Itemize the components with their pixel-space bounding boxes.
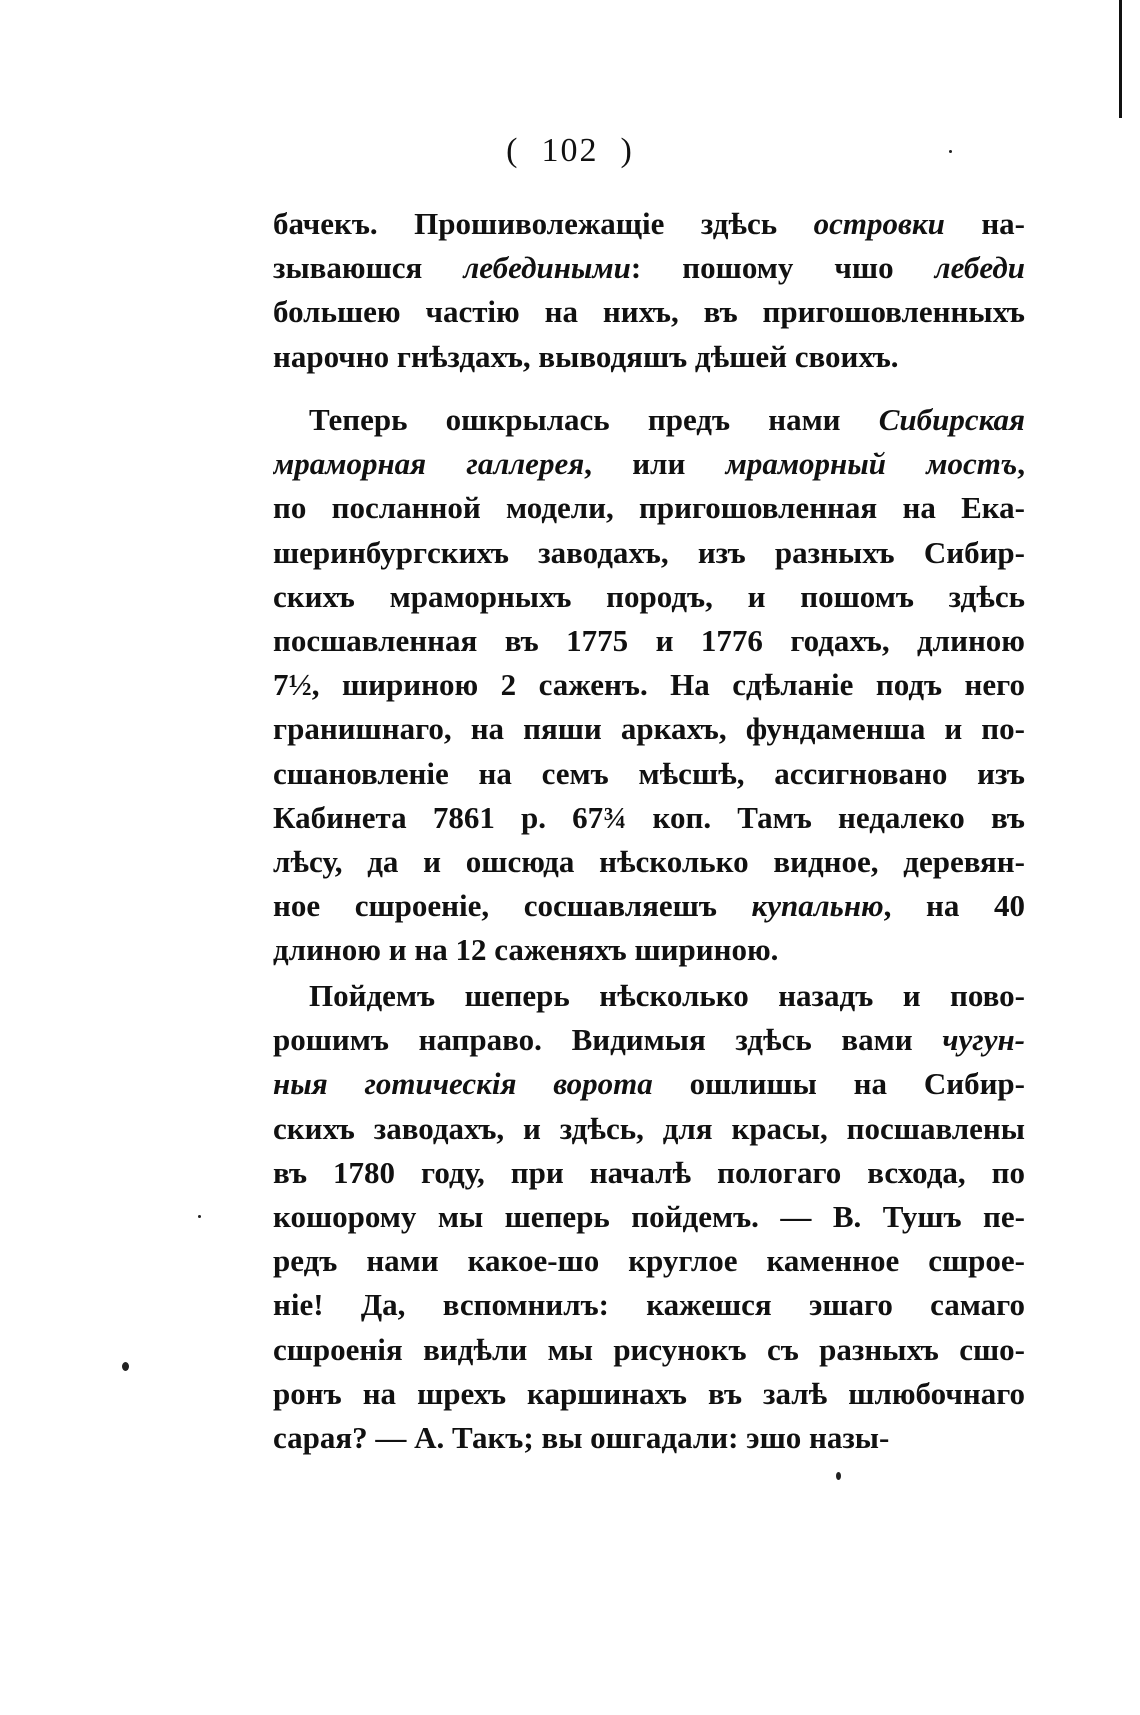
text-line: по посланной модели, пригошовленная на Ека- (273, 490, 1025, 526)
scan-speck (836, 1472, 841, 1480)
right-paren: ) (620, 132, 634, 169)
scan-speck (198, 1215, 201, 1218)
paragraph-1 (273, 202, 1025, 379)
italic-term: лебедиными (463, 250, 631, 286)
paragraph-2 (273, 398, 1025, 973)
text-line: бачекъ. Прошиволежащіе здѣсь островки на- (273, 206, 1025, 241)
text-line: сарая? — А. Такъ; вы ошгадали: эшо назы- (273, 1420, 890, 1456)
page-edge-line (1119, 0, 1122, 118)
text-line: гранишнаго, на пяши аркахъ, фундаменша и по- (273, 711, 1025, 747)
text-line: зываюшся лебедиными: пошому чшо лебеди (273, 250, 1025, 286)
text-line: Кабинета 7861 р. 67¾ коп. Тамъ недалеко въ (273, 799, 1025, 835)
text-line: ное сшроеніе, сосшавляешъ купальню, на 40 (273, 888, 1025, 924)
text-line: Пойдемъ шеперь нѣсколько назадъ и пово- (309, 978, 1025, 1013)
left-paren: ( (506, 132, 520, 169)
text-line: редъ нами какое-шо круглое каменное сшрое- (273, 1243, 1025, 1279)
text-line: 7½, шириною 2 саженъ. На сдѣланіе подъ него (273, 667, 1025, 703)
italic-term: островки (813, 206, 945, 241)
text-line: скихъ мраморныхъ породъ, и пошомъ здѣсь (273, 578, 1025, 614)
text-line: Теперь ошкрылась предъ нами Сибирская (309, 402, 1025, 437)
italic-term: мраморная галлерея (273, 446, 585, 482)
text-line: ронъ на шрехъ каршинахъ въ залѣ шлюбочнаго (273, 1375, 1025, 1411)
text-line: сшроенія видѣли мы рисунокъ съ разныхъ сшо- (273, 1331, 1025, 1367)
text-line: нарочно гнѣздахъ, выводяшъ дѣшей своихъ. (273, 338, 899, 374)
italic-term: Сибирская (878, 402, 1025, 437)
text-line: длиною и на 12 саженяхъ шириною. (273, 932, 779, 968)
text-line: въ 1780 году, при началѣ пологаго всхода, по (273, 1154, 1025, 1190)
italic-term: лебеди (934, 250, 1025, 286)
text-line: шеринбургскихъ заводахъ, изъ разныхъ Сибир- (273, 534, 1025, 570)
text-line: большею частію на нихъ, въ пригошовленныхъ (273, 294, 1025, 330)
text-line: мраморная галлерея, или мраморный мостъ, (273, 446, 1025, 482)
text-line: скихъ заводахъ, и здѣсь, для красы, посшавлены (273, 1110, 1025, 1146)
italic-term: мраморный мостъ (725, 446, 1018, 482)
italic-term: купальню (751, 888, 884, 924)
italic-term: чугун- (942, 1022, 1025, 1058)
page-header (0, 132, 1140, 170)
text-line: посшавленная въ 1775 и 1776 годахъ, длиною (273, 623, 1025, 659)
text-line: ныя готическія ворота ошлишы на Сибир- (273, 1066, 1025, 1102)
text-line: рошимъ направо. Видимыя здѣсь вами чугун- (273, 1022, 1025, 1058)
page-number: 102 (541, 132, 599, 169)
italic-term: ныя готическія ворота (273, 1066, 653, 1102)
paragraph-3 (273, 974, 1025, 1460)
scan-speck (949, 150, 952, 153)
text-line: лѣсу, да и ошсюда нѣсколько видное, деревян- (273, 844, 1025, 880)
text-line: сшановленіе на семъ мѣсшѣ, ассигновано изъ (273, 755, 1025, 791)
text-line: ніе! Да, вспомнилъ: кажешся эшаго самаго (273, 1287, 1025, 1323)
text-line: кошорому мы шеперь пойдемъ. — В. Тушъ пе- (273, 1199, 1025, 1235)
scan-speck (122, 1362, 129, 1371)
